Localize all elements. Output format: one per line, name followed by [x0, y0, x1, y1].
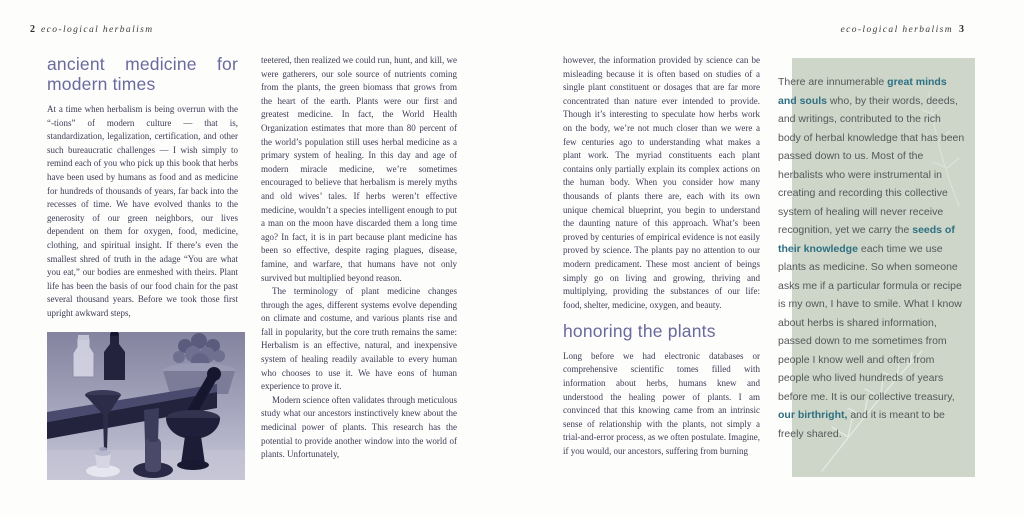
sidebar-segment: who, by their words, deeds, and writings, contributed to the rich body of herbal knowledge that has been passed down to us. Most of the herbalists who were instrumental in creating and recording this collective system of healing will never receive recognition, yet we carry the: [778, 94, 965, 236]
running-head-left-title: eco-logical herbalism: [41, 25, 154, 35]
sidebar-quote: [778, 73, 966, 443]
still-life-illustration: [47, 332, 245, 480]
page-number-right: 3: [959, 24, 964, 35]
paragraph: Long before we had electronic databases or comprehensive scientific tomes filled with information about herbs, humans knew and understood the healing power of plants. I am convinced that this knowing came from an intrinsic sense of relationship with the plants, not simply a trial-and-error process, as we often postulate. Imagine, if you would, our ancestors, suffering from burning: [563, 350, 760, 456]
sidebar-segment-accent: our birthright,: [778, 409, 848, 421]
paragraph: however, the information provided by science can be misleading because it is often based on studies of a single plant constituent or dosages that are far more concentrated than nature ever intended to provide. Though it’s interesting to speculate how herbs work on the body, we’re not much closer than we were a few centuries ago to understanding what makes a plant work. The myriad constituents each plant contains only partially explain its complex actions on the human body. When you consider how many thousands of plants there are, each with its own unique chemical blueprint, you begin to understand the daunting nature of this approach. What’s been proved by centuries of empirical evidence is not easily proved by science. The plants pay no attention to our modern predicament. These most ancient of beings simply go on living and growing, thriving and multiplying, providing the substances of our life: food, shelter, medicine, oxygen, and beauty.: [563, 55, 760, 310]
running-head-right: [840, 24, 964, 35]
section-heading-ancient-medicine: ancient medicine for modern times: [47, 54, 238, 94]
right-page-column-1: [563, 54, 760, 459]
page-number-left: 2: [30, 24, 35, 35]
paragraph: The terminology of plant medicine changes through the ages, different systems evolve depending on climate and costume, and various plants rise and fall in popularity, but the core truth remains the same: Herbalism is an effective, natural, and inexpensive system of healing readily available to every human who chooses to use it. We have eons of human experience to prove it.: [261, 286, 457, 392]
sidebar-segment: There are innumerable: [778, 76, 888, 88]
sidebar-segment-accent: seeds of their knowledge: [778, 224, 955, 255]
running-head-left: [30, 24, 154, 35]
sidebar-segment: and it is meant to be freely shared.: [778, 409, 945, 440]
left-page-column-2: [261, 54, 457, 462]
section-heading-honoring-plants: honoring the plants: [563, 321, 716, 342]
paragraph: Modern science often validates through meticulous study what our ancestors instinctively knew about the medicinal power of plants. This research has the potential to provide another window into the world of plants. Unfortunately,: [261, 394, 457, 460]
sidebar-segment-accent: great minds and souls: [778, 76, 947, 107]
sidebar-segment: each time we use plants as medicine. So when someone asks me if a particular formula or recipe is my own, I have to smile. What I know about herbs is shared information, passed down to me sometimes from people I know well and often from people who lived hundreds of years before me. It is our collective treasury,: [778, 242, 962, 403]
running-head-right-title: eco-logical herbalism: [840, 25, 953, 35]
paragraph: teetered, then realized we could run, hunt, and kill, we were gatherers, our sole source of nutrients coming from the plants, the green biomass that grows from the heart of the earth. Plants were our first and greatest medicine. In fact, the World Health Organization estimates that more than 80 percent of the world’s population still uses herbal medicine as a primary system of healing. In this day and age of modern miracle medicine, we’re sometimes encouraged to believe that herbalism is merely myths and old wives’ tales. If herbs weren’t effective medicine, wouldn’t a species intelligent enough to put a man on the moon have discarded them a long time ago? In fact, it is in part because plant medicine has been so effective, despite raging plagues, disease, famine, and warfare, that humans have not only survived but multiplied beyond reason.: [261, 55, 457, 283]
still-life-photo: [47, 332, 245, 480]
paragraph: At a time when herbalism is being overrun with the “-tions” of modern culture — that is, standardization, legalization, certification, and other such bureaucratic challenges — I wish simply to remind each of you who pick up this book that herbs have been used by humans as food and as medicine for hundreds of thousands of years, far back into the recesses of time. We have evolved thanks to the generosity of our green neighbors, our lives dependent on them for oxygen, food, medicine, clothing, and spiritual insight. If there’s even the smallest shred of truth in the adage “You are what you eat,” our bodies are enmeshed with theirs. Plant life has been the basis of our food chain for the past several thousand years. Before we took those first upright awkward steps,: [47, 104, 238, 318]
left-page-column-1: [47, 55, 238, 321]
